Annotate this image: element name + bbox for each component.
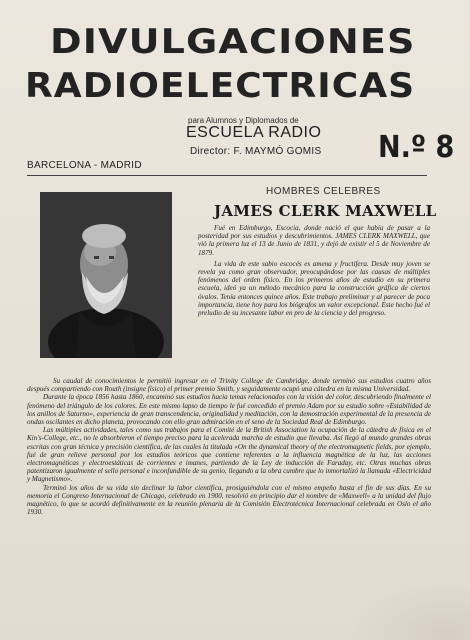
article-paragraph: Su caudal de conocimientos le permitió ingresar en el Trinity College de Cambridge, donde terminó sus estudios cuatro años después compartiendo con Routh (insigne físico) el primer premio Smith, y seguidamente ocupó una cátedra en la misma Universidad. bbox=[27, 377, 431, 394]
article-body bbox=[27, 377, 431, 516]
masthead-line-2: RADIOELECTRICAS bbox=[25, 66, 416, 106]
masthead-line-1: DIVULGACIONES bbox=[50, 22, 416, 62]
portrait-photo bbox=[40, 192, 172, 358]
article-paragraph: La vida de este sabio escocés es amena y fructífera. Desde muy joven se revela ya como gran observador, preocupándose por las causas de múltiples fenómenos del orden físico. En los primeros años de estudio en su primera escuela, ideó ya un método mecánico para la construcción gráfica de ciertos óvalos. Tenía entonces quince años. Este trabajo preliminar y al parecer de poca importancia, tiene hoy para los biógrafos un valor excepcional. Este hecho fué el preludio de su incesante labor en pro de la ciencia y del progreso. bbox=[198, 259, 430, 318]
school-name: ESCUELA RADIO bbox=[186, 124, 322, 141]
issue-number: N.º 8 bbox=[378, 130, 455, 165]
header-divider bbox=[27, 175, 427, 176]
city-line: BARCELONA - MADRID bbox=[27, 160, 142, 171]
paper-stain bbox=[350, 580, 470, 640]
article-paragraph: Durante la época 1856 hasta 1860, encaminó sus estudios hacia temas relacionados con la visión del color, descubriendo finalmente el fenómeno del triángulo de los colores. En este mismo lapso de tiempo le fué concedido el premio Adam por su estudio sobre «Estabilidad de los anillos de Saturno», experiencia de gran transcendencia, originalidad y meditación, con la demostración experimental de la presencia de ondas oscilantes en dicho planeta, provocando con ello gran admiración en el seno de la Sociedad Real de Edimburgo. bbox=[27, 393, 431, 427]
article-paragraph: Fué en Edimburgo, Escocia, donde nació el que había de pasar a la posteridad por sus estudios y descubrimientos. JAMES CLERK MAXWELL, que vió la primera luz el 13 de Junio de 1831, y dejó de existir el 5 de Noviembre de 1879. bbox=[198, 224, 430, 257]
article-paragraph: Las múltiples actividades, tales como sus trabajos para el Comité de la British Association la ocupación de la cátedra de física en el Kin's-College, etc., no le absorbieron el tiempo preciso para la acelerada marcha de estudio que llevaba. Así llegó al mundo grandes obras escritas con gran técnica y precisión científica, de las cuales la titulada «On the dynamical theory of the electromagnetic fields, por ejemplo, fué de gran relieve personal por los estudios teóricos que contiene referentes a la influencia magnética de la luz, las acciones electromagnéticas y electroestáticas de corrientes e imanes, partiendo de la Ley de inducción de Faraday, etc. Otras muchas obras patentizaron igualmente el sello personal e inconfundible de su genio, llegando a la obra cumbre que lo inmortalizó la llamada «Electricidad y Magnetismo». bbox=[27, 426, 431, 484]
article-column bbox=[198, 224, 430, 317]
section-heading: HOMBRES CELEBRES bbox=[266, 186, 381, 197]
article-paragraph: Terminó los años de su vida sin declinar la labor científica, prosiguiéndola con el mismo empeño hasta el fin de sus días. En su memoria el Congreso Internacional de Chicago, celebrado en 1900, resolvió en principio dar el nombre de «Maxwell» a la unidad del flujo magnético, lo que se acordó definitivamente en la reunión plenaria de la Comisión Electrotécnica Internacional celebrada en Oslo el año 1930. bbox=[27, 483, 431, 517]
director-line: Director: F. MAYMÓ GOMIS bbox=[190, 146, 322, 157]
article-title: JAMES CLERK MAXWELL bbox=[214, 202, 437, 220]
masthead-subtitle: para Alumnos y Diplomados de bbox=[188, 116, 299, 125]
